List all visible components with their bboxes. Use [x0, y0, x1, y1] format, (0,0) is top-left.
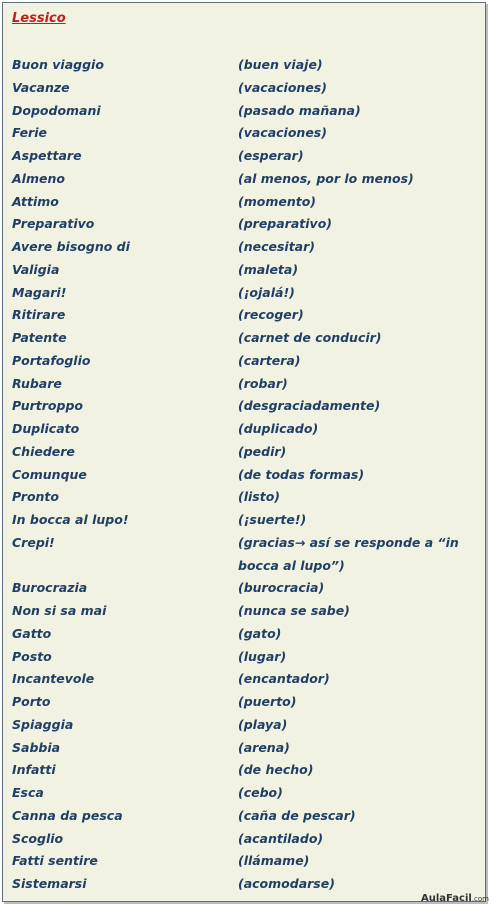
italian-term: Portafoglio: [12, 352, 91, 368]
vocab-row: [12, 168, 482, 191]
italian-term: Chiedere: [12, 443, 75, 459]
vocab-row: [12, 54, 482, 77]
italian-term: Fatti sentire: [12, 853, 98, 869]
vocab-row: [12, 600, 482, 623]
brand-name: AulaFacil: [421, 893, 472, 904]
vocab-row: [12, 418, 482, 441]
spanish-translation: (listo): [238, 489, 280, 505]
vocab-row: [12, 213, 482, 236]
italian-term: Vacanze: [12, 79, 70, 95]
vocab-row: [12, 805, 482, 828]
spanish-translation: (acantilado): [238, 830, 324, 846]
spanish-translation: (desgraciadamente): [238, 398, 381, 414]
vocab-row: [12, 873, 482, 896]
italian-term: Scoglio: [12, 830, 64, 846]
vocab-row: [12, 441, 482, 464]
spanish-translation: (pasado mañana): [238, 102, 361, 118]
vocab-row: [12, 646, 482, 669]
vocab-row: [12, 145, 482, 168]
vocab-row: [12, 100, 482, 123]
italian-term: Non si sa mai: [12, 603, 107, 618]
italian-term: Magari!: [12, 284, 67, 300]
spanish-translation: (gracias→ así se responde a “in bocca al lupo”): [238, 534, 459, 573]
italian-term: Crepi!: [12, 534, 55, 550]
italian-term: Aspettare: [12, 148, 82, 163]
italian-term: Canna da pesca: [12, 807, 123, 823]
vocab-row: [12, 77, 482, 100]
vocab-row: [12, 532, 482, 578]
italian-term: Rubare: [12, 375, 62, 391]
spanish-translation: (necesitar): [238, 239, 315, 254]
vocab-row: [12, 486, 482, 509]
italian-term: Duplicato: [12, 421, 80, 436]
spanish-translation: (recoger): [238, 307, 304, 323]
vocab-row: [12, 782, 482, 805]
vocab-row: [12, 464, 482, 487]
italian-term: Attimo: [12, 193, 59, 209]
spanish-translation: (playa): [238, 716, 288, 732]
spanish-translation: (esperar): [238, 148, 304, 163]
italian-term: Purtroppo: [12, 398, 83, 414]
italian-term: Porto: [12, 694, 51, 709]
vocab-row: [12, 828, 482, 851]
italian-term: Ferie: [12, 125, 47, 141]
italian-term: Spiaggia: [12, 716, 74, 732]
section-title: Lessico: [12, 11, 66, 26]
spanish-translation: (nunca se sabe): [238, 603, 350, 618]
spanish-translation: (maleta): [238, 261, 299, 277]
spanish-translation: (burocracia): [238, 580, 325, 596]
italian-term: Dopodomani: [12, 102, 101, 118]
spanish-translation: (duplicado): [238, 421, 319, 436]
vocab-row: [12, 395, 482, 418]
vocab-row: [12, 577, 482, 600]
spanish-translation: (lugar): [238, 648, 287, 664]
vocab-row: [12, 191, 482, 214]
italian-term: Patente: [12, 330, 67, 345]
spanish-translation: (vacaciones): [238, 79, 327, 95]
vocab-row: [12, 691, 482, 714]
spanish-translation: (encantador): [238, 671, 330, 687]
spanish-translation: (cebo): [238, 785, 283, 800]
spanish-translation: (vacaciones): [238, 125, 327, 141]
spanish-translation: (al menos, por lo menos): [238, 170, 414, 186]
vocab-row: [12, 236, 482, 259]
italian-term: Sistemarsi: [12, 876, 87, 891]
italian-term: Valigia: [12, 261, 60, 277]
italian-term: Gatto: [12, 625, 52, 641]
vocabulary-card: [2, 2, 486, 902]
spanish-translation: (de hecho): [238, 762, 314, 778]
spanish-translation: (¡suerte!): [238, 512, 307, 527]
vocab-row: [12, 122, 482, 145]
spanish-translation: (preparativo): [238, 216, 332, 232]
italian-term: Preparativo: [12, 216, 95, 232]
vocabulary-list: [12, 54, 482, 896]
italian-term: Infatti: [12, 762, 56, 778]
vocab-row: [12, 759, 482, 782]
spanish-translation: (robar): [238, 375, 288, 391]
italian-term: Posto: [12, 648, 52, 664]
italian-term: Ritirare: [12, 307, 66, 323]
italian-term: In bocca al lupo!: [12, 512, 129, 527]
vocab-row: [12, 373, 482, 396]
spanish-translation: (acomodarse): [238, 876, 335, 891]
spanish-translation: (momento): [238, 193, 317, 209]
spanish-translation: (cartera): [238, 352, 301, 368]
italian-term: Comunque: [12, 466, 87, 482]
vocab-row: [12, 714, 482, 737]
spanish-translation: (caña de pescar): [238, 807, 356, 823]
italian-term: Incantevole: [12, 671, 95, 687]
italian-term: Pronto: [12, 489, 59, 505]
vocab-row: [12, 737, 482, 760]
italian-term: Burocrazia: [12, 580, 88, 596]
vocab-row: [12, 623, 482, 646]
vocab-row: [12, 304, 482, 327]
brand-watermark: [421, 893, 489, 904]
spanish-translation: (llámame): [238, 853, 310, 869]
vocab-row: [12, 850, 482, 873]
spanish-translation: (puerto): [238, 694, 297, 709]
spanish-translation: (arena): [238, 739, 290, 755]
vocab-row: [12, 350, 482, 373]
spanish-translation: (pedir): [238, 443, 287, 459]
vocab-row: [12, 327, 482, 350]
vocab-row: [12, 668, 482, 691]
vocab-row: [12, 259, 482, 282]
spanish-translation: (carnet de conducir): [238, 330, 382, 345]
italian-term: Avere bisogno di: [12, 239, 130, 254]
vocab-row: [12, 282, 482, 305]
spanish-translation: (de todas formas): [238, 466, 365, 482]
italian-term: Almeno: [12, 170, 65, 186]
brand-suffix: .com: [471, 895, 489, 903]
italian-term: Sabbia: [12, 739, 61, 755]
spanish-translation: (¡ojalá!): [238, 284, 295, 300]
italian-term: Esca: [12, 785, 44, 800]
vocab-row: [12, 509, 482, 532]
italian-term: Buon viaggio: [12, 57, 104, 72]
spanish-translation: (gato): [238, 625, 282, 641]
spanish-translation: (buen viaje): [238, 57, 323, 72]
